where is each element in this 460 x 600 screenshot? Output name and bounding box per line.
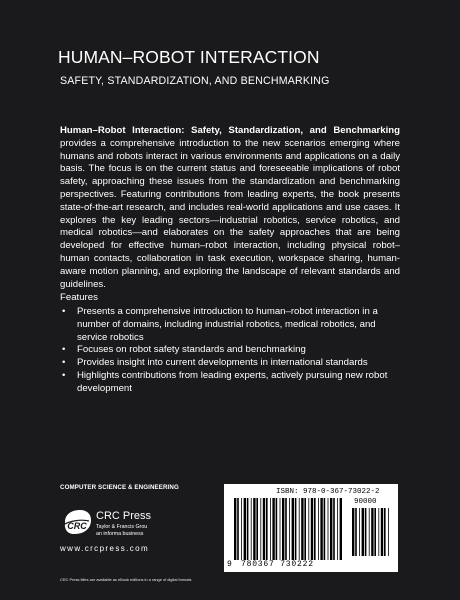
bullet-icon: • [62, 306, 66, 317]
features-heading: Features [60, 292, 98, 303]
logo-letters: CRC [67, 521, 87, 531]
ean-barcode-bars [232, 498, 344, 562]
feature-text: Highlights contributions from leading experts, actively pursuing new robot development [77, 369, 388, 394]
feature-text: Presents a comprehensive introduction to human–robot interaction in a number of domains, including industrial robotics, medical robotics, and service robotics [77, 306, 378, 343]
bullet-icon: • [62, 357, 66, 369]
isbn-text: ISBN: 978-0-367-73022-2 [276, 488, 380, 496]
book-description [60, 125, 400, 291]
ean-first-digit: 9 [227, 560, 232, 569]
bullet-icon: • [62, 369, 66, 381]
feature-item [60, 344, 390, 357]
book-subtitle: SAFETY, STANDARDIZATION, AND BENCHMARKING [60, 75, 330, 87]
publisher-parent: Taylor & Francis Grou [96, 524, 148, 530]
publisher-url: www.crcpress.com [60, 544, 150, 553]
feature-item [60, 306, 390, 344]
features-list [60, 306, 390, 396]
feature-item [60, 370, 390, 396]
subject-category: COMPUTER SCIENCE & ENGINEERING [60, 484, 179, 491]
feature-text: Focuses on robot safety standards and benchmarking [77, 344, 306, 356]
description-lead: Human–Robot Interaction: Safety, Standardization, and Benchmarking [60, 125, 400, 136]
publisher-name: CRC Press [96, 510, 152, 522]
ean-digits: 780367 730222 [241, 560, 314, 569]
feature-text: Provides insight into current developments in international standards [77, 357, 368, 369]
ebook-note: CRC Press titles are available as eBook editions in a range of digital formats [60, 577, 192, 582]
crc-press-logo-icon [60, 509, 92, 535]
addon-number: 90000 [354, 498, 377, 506]
bullet-icon: • [62, 344, 66, 356]
description-body: provides a comprehensive introduction to the new scenarios emerging where humans and robots interact in various environments and applications on a daily basis. The focus is on the current status and foreseeable implications of robot safety, approaching these issues from the standardization and benchmarking perspectives. Featuring contributions from leading experts, the book presents state-of-the-art research, and includes real-world applications and use cases. It explores the key leading sectors—industrial robotics, service robotics, and medical robotics—and elaborates on the safety approaches that are being developed for effective human–robot interaction, including physical robot–human contacts, collaboration in task execution, workspace sharing, human-aware motion planning, and exploring the landscape of relevant standards and guidelines. [60, 137, 400, 290]
feature-item [60, 357, 390, 370]
publisher-tagline: an informa business [96, 530, 144, 537]
publisher-block [60, 507, 200, 557]
book-title: HUMAN–ROBOT INTERACTION [58, 47, 320, 67]
isbn-barcode [224, 484, 398, 572]
addon-barcode-bars [350, 508, 392, 558]
